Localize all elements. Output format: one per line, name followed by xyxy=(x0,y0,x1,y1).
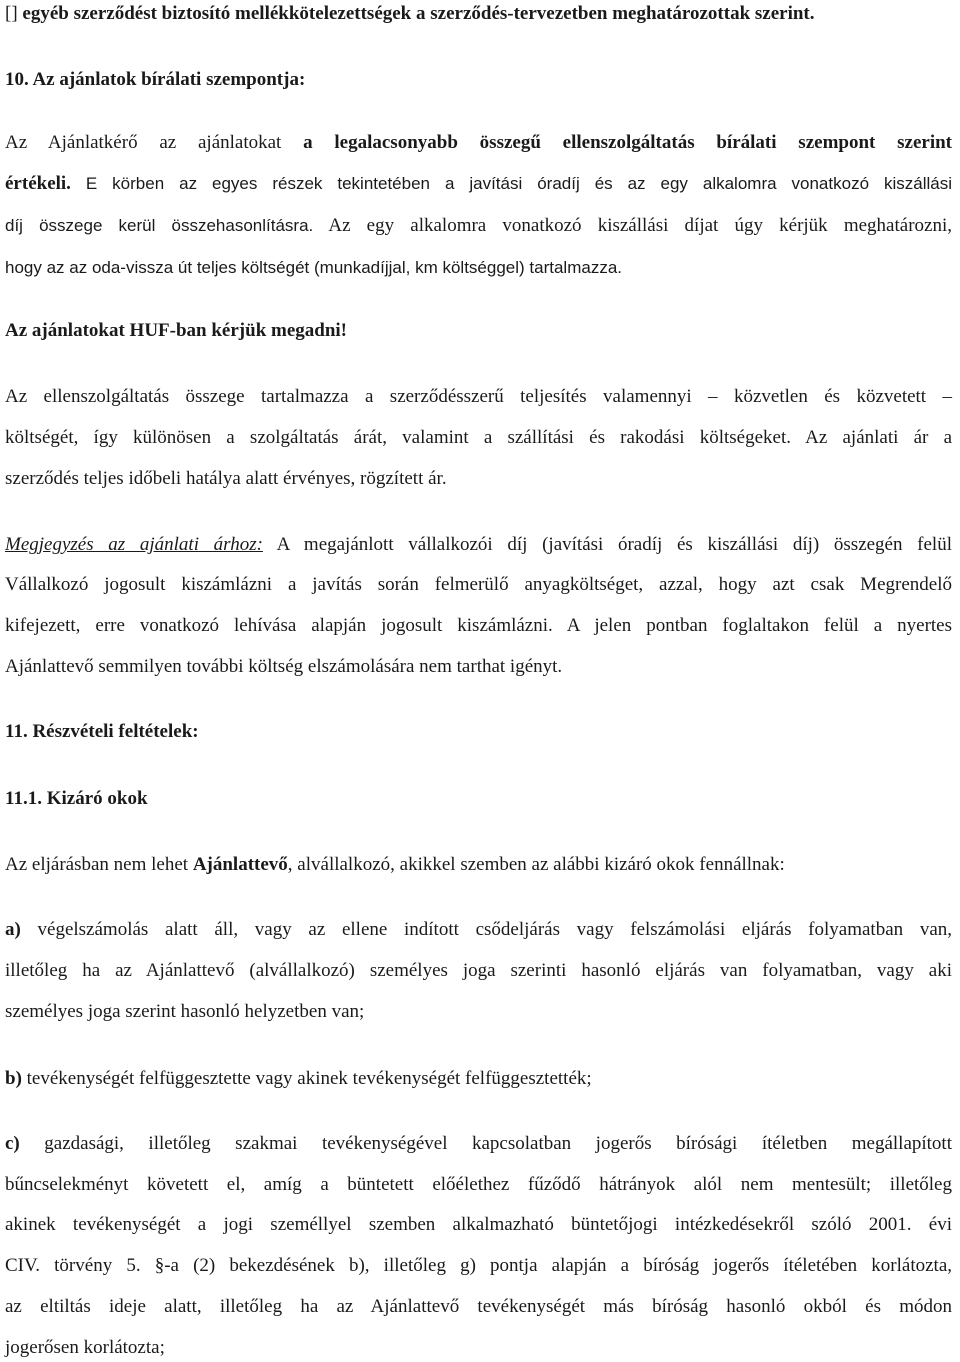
item-a-line: a) végelszámolás alatt áll, vagy az ellene indított csődeljárás vagy felszámolási eljárás folyamatban van, xyxy=(5,919,952,940)
note-line: kifejezett, erre vonatkozó lehívása alapján jogosult kiszámlázni. A jelen pontban foglaltakon felül a nyertes xyxy=(5,615,952,636)
item-letter: a) xyxy=(5,919,21,940)
note-line: Ajánlattevő semmilyen további költség elszámolására nem tarthat igényt. xyxy=(5,656,563,677)
paragraph-line: szerződés teljes időbeli hatálya alatt érvényes, rögzített ár. xyxy=(5,468,447,489)
clause-line xyxy=(5,3,815,25)
item-c-line: az eltiltás ideje alatt, illetőleg ha az Ajánlattevő tevékenységét más bíróság hasonló okból és módon xyxy=(5,1296,952,1317)
section-11-1-heading: 11.1. Kizáró okok xyxy=(5,788,148,809)
note-label: Megjegyzés az ajánlati árhoz: xyxy=(5,534,263,555)
note-line: Megjegyzés az ajánlati árhoz: A megajánlott vállalkozói díj (javítási óradíj és kiszállási díj) összegén felül xyxy=(5,534,952,555)
item-letter: b) xyxy=(5,1068,22,1089)
clause-text: egyéb szerződést biztosító mellékkötelezettségek a szerződés-tervezetben meghatározottak szerint. xyxy=(17,3,815,24)
paragraph-line: Az Ajánlatkérő az ajánlatokat a legalacsonyabb összegű ellenszolgáltatás bírálati szempont szerint xyxy=(5,132,952,153)
item-a-line: személyes joga szerint hasonló helyzetben van; xyxy=(5,1001,365,1022)
item-b-line: b) tevékenységét felfüggesztette vagy akinek tevékenységét felfüggesztették; xyxy=(5,1068,592,1089)
criterion-text: a legalacsonyabb összegű ellenszolgáltatás bírálati szempont szerint xyxy=(303,132,952,153)
note-line: Vállalkozó jogosult kiszámlázni a javítás során felmerülő anyagköltséget, azzal, hogy azt csak Megrendelő xyxy=(5,574,952,595)
exclusion-intro: Az eljárásban nem lehet Ajánlattevő, alvállalkozó, akikkel szemben az alábbi kizáró okok fennállnak: xyxy=(5,854,785,875)
paragraph-line: Az ellenszolgáltatás összege tartalmazza a szerződésszerű teljesítés valamennyi – közvetlen és közvetett – xyxy=(5,386,952,407)
paragraph-line: hogy az az oda-vissza út teljes költségét (munkadíjjal, km költséggel) tartalmazza. xyxy=(5,258,622,277)
section-11-heading: 11. Részvételi feltételek: xyxy=(5,721,199,742)
item-c-line: jogerősen korlátozta; xyxy=(5,1337,165,1358)
paragraph-line: díj összege kerül összehasonlításra. Az egy alkalomra vonatkozó kiszállási díjat úgy kérjük meghatározni, xyxy=(5,215,952,236)
item-a-line: illetőleg ha az Ajánlattevő (alvállalkozó) személyes joga szerinti hasonló eljárás van folyamatban, vagy aki xyxy=(5,960,952,981)
item-c-line: CIV. törvény 5. §-a (2) bekezdésének b), illetőleg g) pontja alapján a bíróság jogerős ítéletében korlátozta, xyxy=(5,1255,952,1276)
huf-notice: Az ajánlatokat HUF-ban kérjük megadni! xyxy=(5,320,348,341)
section-10-heading: 10. Az ajánlatok bírálati szempontja: xyxy=(5,69,306,90)
item-c-line: bűncselekményt követett el, amíg a büntetett előélethez fűződő hátrányok alól nem mentesült; illetőleg xyxy=(5,1174,952,1195)
item-c-line: c) gazdasági, illetőleg szakmai tevékenységével kapcsolatban jogerős bírósági ítéletben megállapított xyxy=(5,1133,952,1154)
item-letter: c) xyxy=(5,1133,20,1154)
checkbox-placeholder: [] xyxy=(5,3,18,24)
paragraph-line: költségét, így különösen a szolgáltatás árát, valamint a szállítási és rakodási költségeket. Az ajánlati ár a xyxy=(5,427,952,448)
paragraph-line: értékeli. E körben az egyes részek tekintetében a javítási óradíj és az egy alkalomra vonatkozó kiszállási xyxy=(5,173,952,194)
item-c-line: akinek tevékenységét a jogi személlyel szemben alkalmazható büntetőjogi intézkedésekről szóló 2001. évi xyxy=(5,1214,952,1235)
